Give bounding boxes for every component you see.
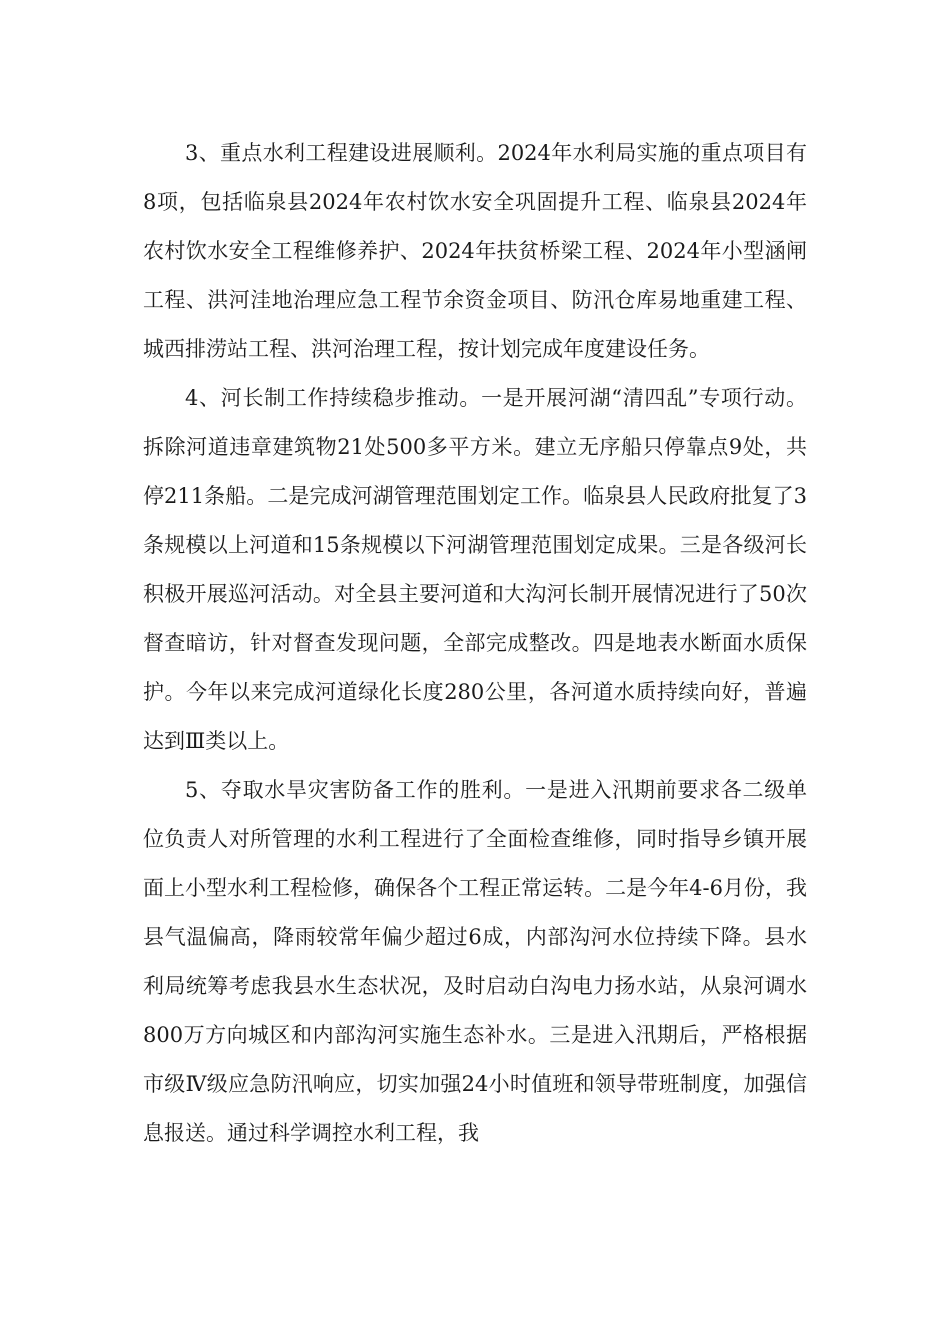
paragraph-flood-drought-prevention: 5、夺取水旱灾害防备工作的胜利。一是进入汛期前要求各二级单位负责人对所管理的水利工程进行了全面检查维修，同时指导乡镇开展面上小型水利工程检修，确保各个工程正常运转。二是今年4-6月份，我县气温偏高，降雨较常年偏少超过6成，内部沟河水位持续下降。县水利局统筹考虑我县水生态状况，及时启动白沟电力扬水站，从泉河调水800万方向城区和内部沟河实施生态补水。三是进入汛期后，严格根据市级Ⅳ级应急防汛响应，切实加强24小时值班和领导带班制度，加强信息报送。通过科学调控水利工程，我 <box>143 778 807 1145</box>
document-body <box>143 129 807 1158</box>
paragraph-river-chief-system: 4、河长制工作持续稳步推动。一是开展河湖“清四乱”专项行动。拆除河道违章建筑物21处500多平方米。建立无序船只停靠点9处，共停211条船。二是完成河湖管理范围划定工作。临泉县人民政府批复了3条规模以上河道和15条规模以下河湖管理范围划定成果。三是各级河长积极开展巡河活动。对全县主要河道和大沟河长制开展情况进行了50次督查暗访，针对督查发现问题，全部完成整改。四是地表水断面水质保护。今年以来完成河道绿化长度280公里，各河道水质持续向好，普遍达到Ⅲ类以上。 <box>143 386 807 753</box>
paragraph-key-projects: 3、重点水利工程建设进展顺利。2024年水利局实施的重点项目有8项，包括临泉县2024年农村饮水安全巩固提升工程、临泉县2024年农村饮水安全工程维修养护、2024年扶贫桥梁工程、2024年小型涵闸工程、洪河洼地治理应急工程节余资金项目、防汛仓库易地重建工程、城西排涝站工程、洪河治理工程，按计划完成年度建设任务。 <box>143 141 807 361</box>
